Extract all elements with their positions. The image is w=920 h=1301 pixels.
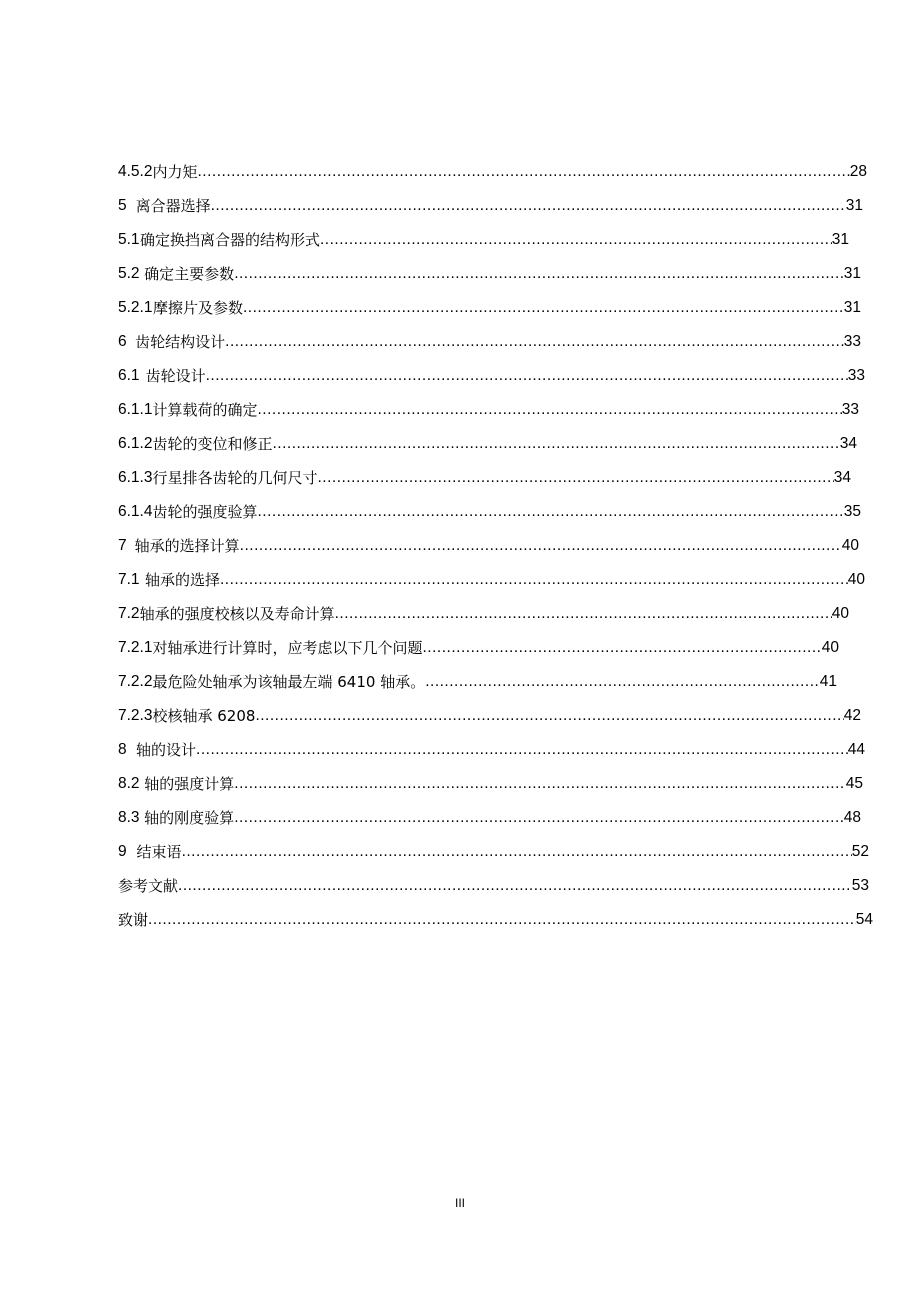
toc-entry-page: 40 [821,639,839,656]
toc-entry-title: 轴的设计 [136,741,197,759]
toc-leader-dots [255,706,843,726]
toc-entry-number: 5 [118,197,127,214]
toc-entry[interactable] [118,434,857,454]
toc-leader-dots [243,298,844,318]
toc-entry-title: 离合器选择 [135,197,211,215]
toc-entry-title: 齿轮结构设计 [135,333,226,351]
toc-entry[interactable] [118,400,859,420]
toc-leader-dots [423,638,822,658]
toc-entry[interactable] [118,706,861,726]
toc-entry-number: 7.2.2 [118,673,153,690]
toc-entry[interactable] [118,366,865,386]
toc-entry-page: 31 [843,265,861,282]
toc-entry-number: 9 [118,843,127,860]
toc-leader-dots [234,774,845,794]
toc-entry-page: 48 [843,809,861,826]
toc-entry-page: 44 [847,741,865,758]
toc-entry[interactable] [118,196,863,216]
toc-leader-dots [320,230,832,250]
toc-entry[interactable] [118,230,849,250]
toc-entry-page: 54 [855,911,873,928]
toc-leader-dots [220,570,848,590]
toc-entry-page: 40 [831,605,849,622]
toc-entry-page: 34 [833,469,851,486]
toc-entry-title: 轴的刚度验算 [144,809,235,827]
toc-leader-dots [211,196,846,216]
toc-entry-title: 致谢 [118,911,149,929]
toc-entry-page: 45 [845,775,863,792]
toc-entry-number: 6.1 [118,367,140,384]
toc-leader-dots [182,842,852,862]
toc-entry-number: 6.1.3 [118,469,153,486]
toc-entry-page: 35 [843,503,861,520]
toc-entry-number: 6.1.2 [118,435,153,452]
toc-entry-page: 42 [843,707,861,724]
toc-entry-title: 齿轮的变位和修正 [152,435,273,453]
toc-entry[interactable] [118,740,865,760]
toc-entry[interactable] [118,910,873,930]
toc-leader-dots [234,264,844,284]
toc-entry[interactable] [118,332,861,352]
toc-entry[interactable] [118,570,865,590]
toc-entry-title: 内力矩 [152,163,198,181]
toc-entry-title: 轴承的强度校核以及寿命计算 [139,605,335,623]
toc-entry-title: 轴承的选择 [144,571,220,589]
toc-entry-page: 33 [847,367,865,384]
toc-entry[interactable] [118,876,869,896]
toc-entry-page: 33 [841,401,859,418]
toc-entry-number: 6.1.1 [118,401,153,418]
toc-entry-page: 31 [831,231,849,248]
toc-entry-number: 6.1.4 [118,503,153,520]
toc-entry-title: 结束语 [136,843,182,861]
toc-entry-page: 40 [841,537,859,554]
toc-entry-title: 确定换挡离合器的结构形式 [139,231,320,249]
toc-leader-dots [178,876,852,896]
toc-entry-number: 7 [118,537,127,554]
toc-leader-dots [425,672,820,692]
toc-entry-title: 确定主要参数 [144,265,235,283]
toc-entry[interactable] [118,672,837,692]
toc-entry-title: 轴承的选择计算 [134,537,240,555]
toc-entry[interactable] [118,842,869,862]
toc-entry[interactable] [118,808,861,828]
toc-entry[interactable] [118,264,861,284]
toc-entry[interactable] [118,774,863,794]
toc-entry[interactable] [118,162,867,182]
toc-entry-number: 8.3 [118,809,140,826]
toc-entry-number: 7.1 [118,571,140,588]
toc-leader-dots [318,468,834,488]
toc-entry[interactable] [118,604,849,624]
page-number: III [454,1196,465,1210]
toc-leader-dots [196,740,848,760]
toc-leader-dots [240,536,842,556]
toc-entry-number: 7.2.3 [118,707,153,724]
toc-entry-number: 6 [118,333,127,350]
toc-entry-page: 31 [843,299,861,316]
toc-entry-number: 4.5.2 [118,163,153,180]
toc-entry-page: 40 [847,571,865,588]
toc-leader-dots [198,162,850,182]
toc-leader-dots [148,910,856,930]
toc-leader-dots [273,434,840,454]
toc-entry-title: 对轴承进行计算时，应考虑以下几个问题 [152,639,423,657]
toc-entry[interactable] [118,502,861,522]
toc-entry-title: 轴的强度计算 [144,775,235,793]
toc-entry-page: 52 [851,843,869,860]
toc-entry-title: 最危险处轴承为该轴最左端 6410 轴承。 [152,673,426,691]
toc-entry-title: 行星排各齿轮的几何尺寸 [152,469,318,487]
toc-entry-title: 齿轮设计 [145,367,206,385]
toc-entry[interactable] [118,468,851,488]
toc-entry[interactable] [118,298,861,318]
toc-leader-dots [225,332,844,352]
toc-entry-page: 33 [843,333,861,350]
toc-entry-page: 53 [851,877,869,894]
toc-entry-page: 41 [819,673,837,690]
toc-entry-number: 8.2 [118,775,140,792]
toc-leader-dots [206,366,848,386]
toc-entry-title: 校核轴承 6208 [152,707,256,725]
toc-entry-title: 计算载荷的确定 [152,401,258,419]
toc-entry-number: 7.2.1 [118,639,153,656]
toc-entry-title: 齿轮的强度验算 [152,503,258,521]
toc-leader-dots [258,502,844,522]
toc-entry-number: 5.1 [118,231,140,248]
toc-entry-number: 5.2 [118,265,140,282]
toc-leader-dots [258,400,842,420]
toc-entry[interactable] [118,536,859,556]
toc-leader-dots [335,604,832,624]
toc-entry-title: 参考文献 [118,877,179,895]
toc-entry-page: 28 [849,163,867,180]
toc-entry-page: 31 [845,197,863,214]
toc-entry-number: 8 [118,741,127,758]
toc-entry-page: 34 [839,435,857,452]
toc-entry-number: 5.2.1 [118,299,153,316]
toc-entry[interactable] [118,638,839,658]
toc-leader-dots [234,808,844,828]
toc-entry-title: 摩擦片及参数 [152,299,243,317]
toc-entry-number: 7.2 [118,605,140,622]
